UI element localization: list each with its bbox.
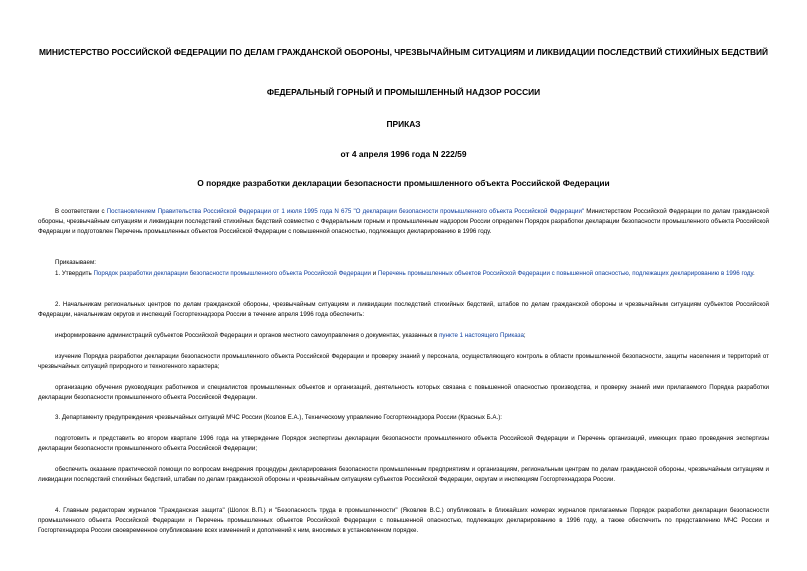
- government-decree-link[interactable]: Постановлением Правительства Российской Федерации от 1 июля 1995 года N 675 "О декларации безопасности промышленного объекта Российской Федерации": [106, 208, 585, 215]
- item-2-paragraph: 2. Начальникам региональных центров по делам гражданской обороны, чрезвычайным ситуациям и ликвидации последствий стихийных бедствий, штабов по делам гражданской обороны и чрезвычайным ситуациям субъектов Российской Федерации, начальникам округов и инспекций Госгортехнадзора России в течение апреля 1996 года обеспечить:: [38, 301, 769, 318]
- document-date-number: от 4 апреля 1996 года N 222/59: [340, 149, 467, 159]
- item-1-text-pre: 1. Утвердить: [55, 270, 94, 277]
- item-3b-paragraph: обеспечить оказание практической помощи по вопросам внедрения процедуры декларирования безопасности промышленным предприятиям и организациям, региональным центрам по делам гражданской обороны, чрезвычайным ситуациям и ликвидации последствий стихийных бедствий, штабам по делам гражданской обороны и чрезвычайным ситуациям субъектов Российской Федерации, округам и инспекциям Госгортехнадзора России.: [38, 466, 769, 483]
- item-3-paragraph: 3. Департаменту предупреждения чрезвычайных ситуаций МЧС России (Козлов Е.А.), Техническому управлению Госгортехнадзора России (Красных Б.А.):: [55, 414, 502, 421]
- prikazyvaem-label: Приказываем:: [55, 259, 96, 266]
- objects-list-link[interactable]: Перечень промышленных объектов Российской Федерации с повышенной опасностью, подлежащих декларированию в 1996 году: [377, 270, 753, 277]
- item-1-text-mid: и: [371, 270, 378, 277]
- item-1-paragraph: [38, 269, 769, 279]
- document-type: ПРИКАЗ: [386, 119, 421, 129]
- document-title: О порядке разработки декларации безопасности промышленного объекта Российской Федерации: [197, 178, 610, 188]
- item-3a-paragraph: подготовить и представить во втором квартале 1996 года на утверждение Порядок экспертизы декларации безопасности промышленного объекта Российской Федерации и Перечень организаций, имеющих право проведения экспертизы декларации безопасности промышленного объекта Российской Федерации;: [38, 435, 769, 452]
- item-2a-text-pre: информирование администраций субъектов Российской Федерации и органов местного самоуправления о документах, указанных в: [55, 332, 440, 339]
- intro-text-post: Министерством Российской Федерации по делам гражданской обороны, чрезвычайным ситуациям и ликвидации последствий стихийных бедствий совместно с Федеральным горным и промышленным надзором России определен Порядок разработки декларации безопасности промышленного объекта Российской Федерации и подготовлен Перечень промышленных объектов Российской Федерации с повышенной опасностью, подлежащих декларированию в 1996 году.: [38, 208, 770, 235]
- point-1-link[interactable]: пункте 1 настоящего Приказа: [439, 332, 524, 339]
- procedure-link[interactable]: Порядок разработки декларации безопасности промышленного объекта Российской Федерации: [93, 270, 371, 277]
- intro-text-pre: В соответствии с: [55, 208, 107, 215]
- agency-heading: ФЕДЕРАЛЬНЫЙ ГОРНЫЙ И ПРОМЫШЛЕННЫЙ НАДЗОР РОССИИ: [266, 87, 541, 97]
- item-2b-paragraph: изучение Порядка разработки декларации безопасности промышленного объекта Российской Федерации и проверку знаний у персонала, осуществляющего контроль в области промышленной безопасности, защиты населения и территорий от чрезвычайных ситуаций природного и техногенного характера;: [38, 353, 769, 370]
- intro-paragraph: [38, 207, 769, 237]
- item-2c-paragraph: организацию обучения руководящих работников и специалистов промышленных объектов и организаций, деятельность которых связана с повышенной опасностью производства, и проверку знаний ими прилагаемого Порядка разработки декларации безопасности промышленного объекта Российской Федерации.: [38, 384, 769, 401]
- item-1-text-post: .: [752, 270, 755, 277]
- item-4-paragraph: 4. Главным редакторам журналов "Гражданская защита" (Шолох В.П.) и "Безопасность труда в промышленности" (Яковлев В.С.) опубликовать в ближайших номерах журналов прилагаемые Порядок разработки декларации безопасности промышленного объекта Российской Федерации и Перечень промышленных объектов Российской Федерации с повышенной опасностью, подлежащих декларированию в 1996 году, а также обеспечить по представлению МЧС России и Госгортехнадзора России своевременное опубликование всех изменений и дополнений к ним, вносимых в установленном порядке.: [38, 507, 769, 534]
- item-2a-text-post: ;: [523, 332, 526, 339]
- ministry-heading: МИНИСТЕРСТВО РОССИЙСКОЙ ФЕДЕРАЦИИ ПО ДЕЛАМ ГРАЖДАНСКОЙ ОБОРОНЫ, ЧРЕЗВЫЧАЙНЫМ СИТУАЦИЯМ И ЛИКВИДАЦИИ ПОСЛЕДСТВИЙ СТИХИЙНЫХ БЕДСТВИЙ: [38, 47, 769, 57]
- item-2a-paragraph: [38, 331, 769, 341]
